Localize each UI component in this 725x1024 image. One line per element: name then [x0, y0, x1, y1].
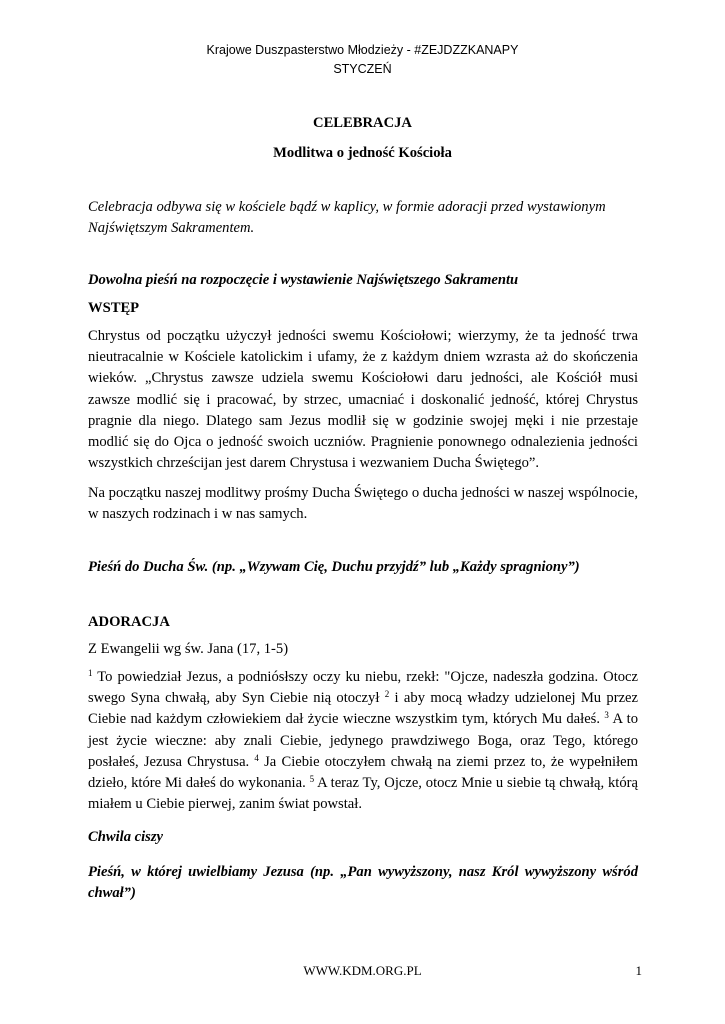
verse-number: 1	[88, 668, 93, 678]
footer-website: WWW.KDM.ORG.PL	[303, 963, 422, 978]
section-heading-adoracja: ADORACJA	[88, 614, 170, 630]
verse-text: Ja Ciebie otoczyłem chwałą na ziemi przez to, że wypełniłem dzieło, które Mi dałeś do wykonania.	[88, 753, 638, 792]
gospel-passage	[88, 667, 638, 815]
verse-number: 2	[384, 689, 390, 700]
verse-text: To powiedział Jezus, a podniósłszy oczy ku niebu, rzekł: "Ojcze, nadeszła godzina. Otocz swego Syna chwałą, aby Syn Ciebie nią otoczył	[88, 669, 638, 707]
intro-note: Celebracja odbywa się w kościele bądź w kaplicy, w formie adoracji przed wystawionym Najświętszym Sakramentem.	[88, 199, 606, 237]
page-number: 1	[635, 963, 642, 978]
opening-song: Dowolna pieśń na rozpoczęcie i wystawienie Najświętszego Sakramentu	[88, 272, 519, 288]
verse-number: 3	[604, 710, 609, 721]
verse-text: A teraz Ty, Ojcze, otocz Mnie u siebie tą chwałą, którą miałem u Ciebie pierwej, zanim świat powstał.	[88, 775, 638, 813]
section-heading-wstep: WSTĘP	[88, 300, 140, 316]
gospel-reference: Z Ewangelii wg św. Jana (17, 1-5)	[88, 641, 289, 657]
header-month: STYCZEŃ	[333, 62, 392, 76]
praise-song: Pieśń, w której uwielbiamy Jezusa (np. „Pan wywyższony, nasz Król wywyższony wśród chwał”)	[88, 864, 638, 902]
verse-text: A to jest życie wieczne: aby znali Ciebie, jedynego prawdziwego Boga, oraz Tego, którego posłałeś, Jezusa Chrystusa.	[88, 711, 639, 770]
document-subtitle: Modlitwa o jedność Kościoła	[273, 145, 452, 161]
verse-number: 5	[309, 774, 315, 785]
wstep-paragraph-2: Na początku naszej modlitwy prośmy Ducha Świętego o ducha jedności w naszej wspólnocie, w naszych rodzinach i w nas samych.	[88, 485, 638, 523]
verse-text: i aby mocą władzy udzielonej Mu przez Ciebie nad każdym człowiekiem dał życie wieczne wszystkim tym, których Mu dałeś.	[88, 690, 639, 728]
document-title: CELEBRACJA	[313, 115, 412, 131]
verse-number: 4	[254, 752, 259, 763]
holy-spirit-song: Pieśń do Ducha Św. (np. „Wzywam Cię, Duchu przyjdź” lub „Każdy spragniony”)	[88, 559, 580, 575]
wstep-paragraph-1: Chrystus od początku użyczył jedności swemu Kościołowi; wierzymy, że ta jedność trwa nieutracalnie w Kościele katolickim i ufamy, że z każdym dniem wzrasta aż do skończenia wieków. „Chrystus zawsze udziela swemu Kościołowi daru jedności, ale Kościół musi zawsze modlić się i pracować, by strzec, umacniać i doskonalić jedność, której Chrystus pragnie dla niego. Dlatego sam Jezus modlił się w godzinie swojej męki i nie przestaje modlić się do Ojca o jedność swoich uczniów. Pragnienie ponownego odnalezienia jedności wszystkich chrześcijan jest darem Chrystusa i wezwaniem Ducha Świętego”.	[88, 328, 638, 472]
header-organization: Krajowe Duszpasterstwo Młodzieży - #ZEJDZZKANAPY	[206, 43, 519, 57]
silence-note: Chwila ciszy	[88, 829, 164, 845]
